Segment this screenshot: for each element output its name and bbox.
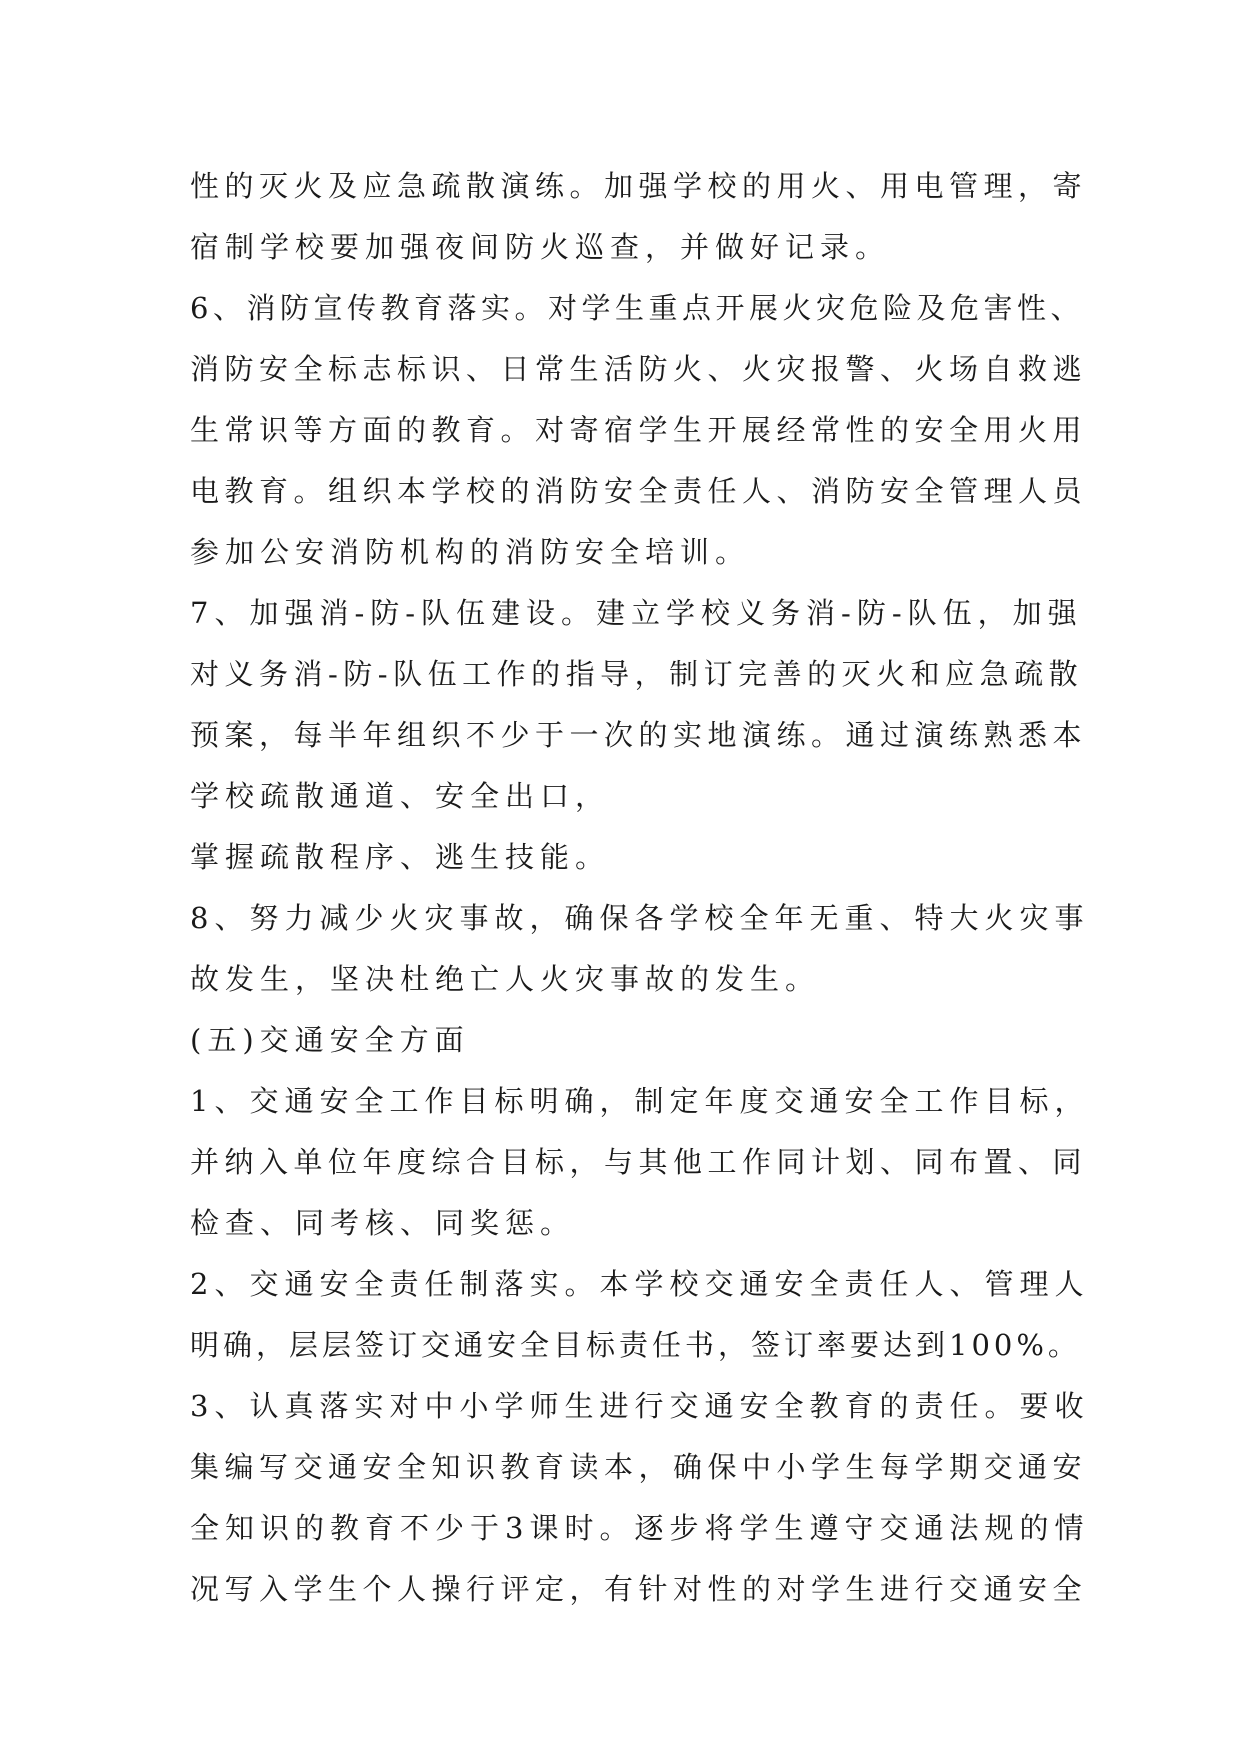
text-line: 电教育。组织本学校的消防安全责任人、消防安全管理人员 <box>190 474 1088 508</box>
text-line: 6、消防宣传教育落实。对学生重点开展火灾危险及危害性、 <box>190 291 1084 325</box>
text-line: 性的灭火及应急疏散演练。加强学校的用火、用电管理，寄 <box>190 169 1088 203</box>
text-line: 消防安全标志标识、日常生活防火、火灾报警、火场自救逃 <box>190 352 1088 386</box>
text-line: 预案，每半年组织不少于一次的实地演练。通过演练熟悉本 <box>190 718 1088 752</box>
section-heading: (五)交通安全方面 <box>190 1023 470 1057</box>
text-line: 全知识的教育不少于3课时。逐步将学生遵守交通法规的情 <box>190 1511 1090 1545</box>
text-line: 故发生，坚决杜绝亡人火灾事故的发生。 <box>190 962 821 996</box>
text-line: 对义务消-防-队伍工作的指导，制订完善的灭火和应急疏散 <box>190 657 1084 691</box>
text-line: 检查、同考核、同奖惩。 <box>190 1206 576 1240</box>
text-line: 掌握疏散程序、逃生技能。 <box>190 840 611 874</box>
text-line: 并纳入单位年度综合目标，与其他工作同计划、同布置、同 <box>190 1145 1088 1179</box>
text-line: 况写入学生个人操行评定，有针对性的对学生进行交通安全 <box>190 1572 1088 1606</box>
text-line: 8、努力减少火灾事故，确保各学校全年无重、特大火灾事 <box>190 901 1090 935</box>
text-line: 1、交通安全工作目标明确，制定年度交通安全工作目标， <box>190 1084 1090 1118</box>
text-line: 7、加强消-防-队伍建设。建立学校义务消-防-队伍，加强 <box>190 596 1083 630</box>
text-line: 参加公安消防机构的消防安全培训。 <box>190 535 751 569</box>
text-line: 3、认真落实对中小学师生进行交通安全教育的责任。要收 <box>190 1389 1090 1423</box>
text-line: 2、交通安全责任制落实。本学校交通安全责任人、管理人 <box>190 1267 1090 1301</box>
text-line: 明确，层层签订交通安全目标责任书，签订率要达到100%。 <box>190 1328 1081 1362</box>
text-line: 生常识等方面的教育。对寄宿学生开展经常性的安全用火用 <box>190 413 1088 447</box>
text-line: 宿制学校要加强夜间防火巡查，并做好记录。 <box>190 230 891 264</box>
text-line: 集编写交通安全知识教育读本，确保中小学生每学期交通安 <box>190 1450 1088 1484</box>
text-line: 学校疏散通道、安全出口， <box>190 779 611 813</box>
